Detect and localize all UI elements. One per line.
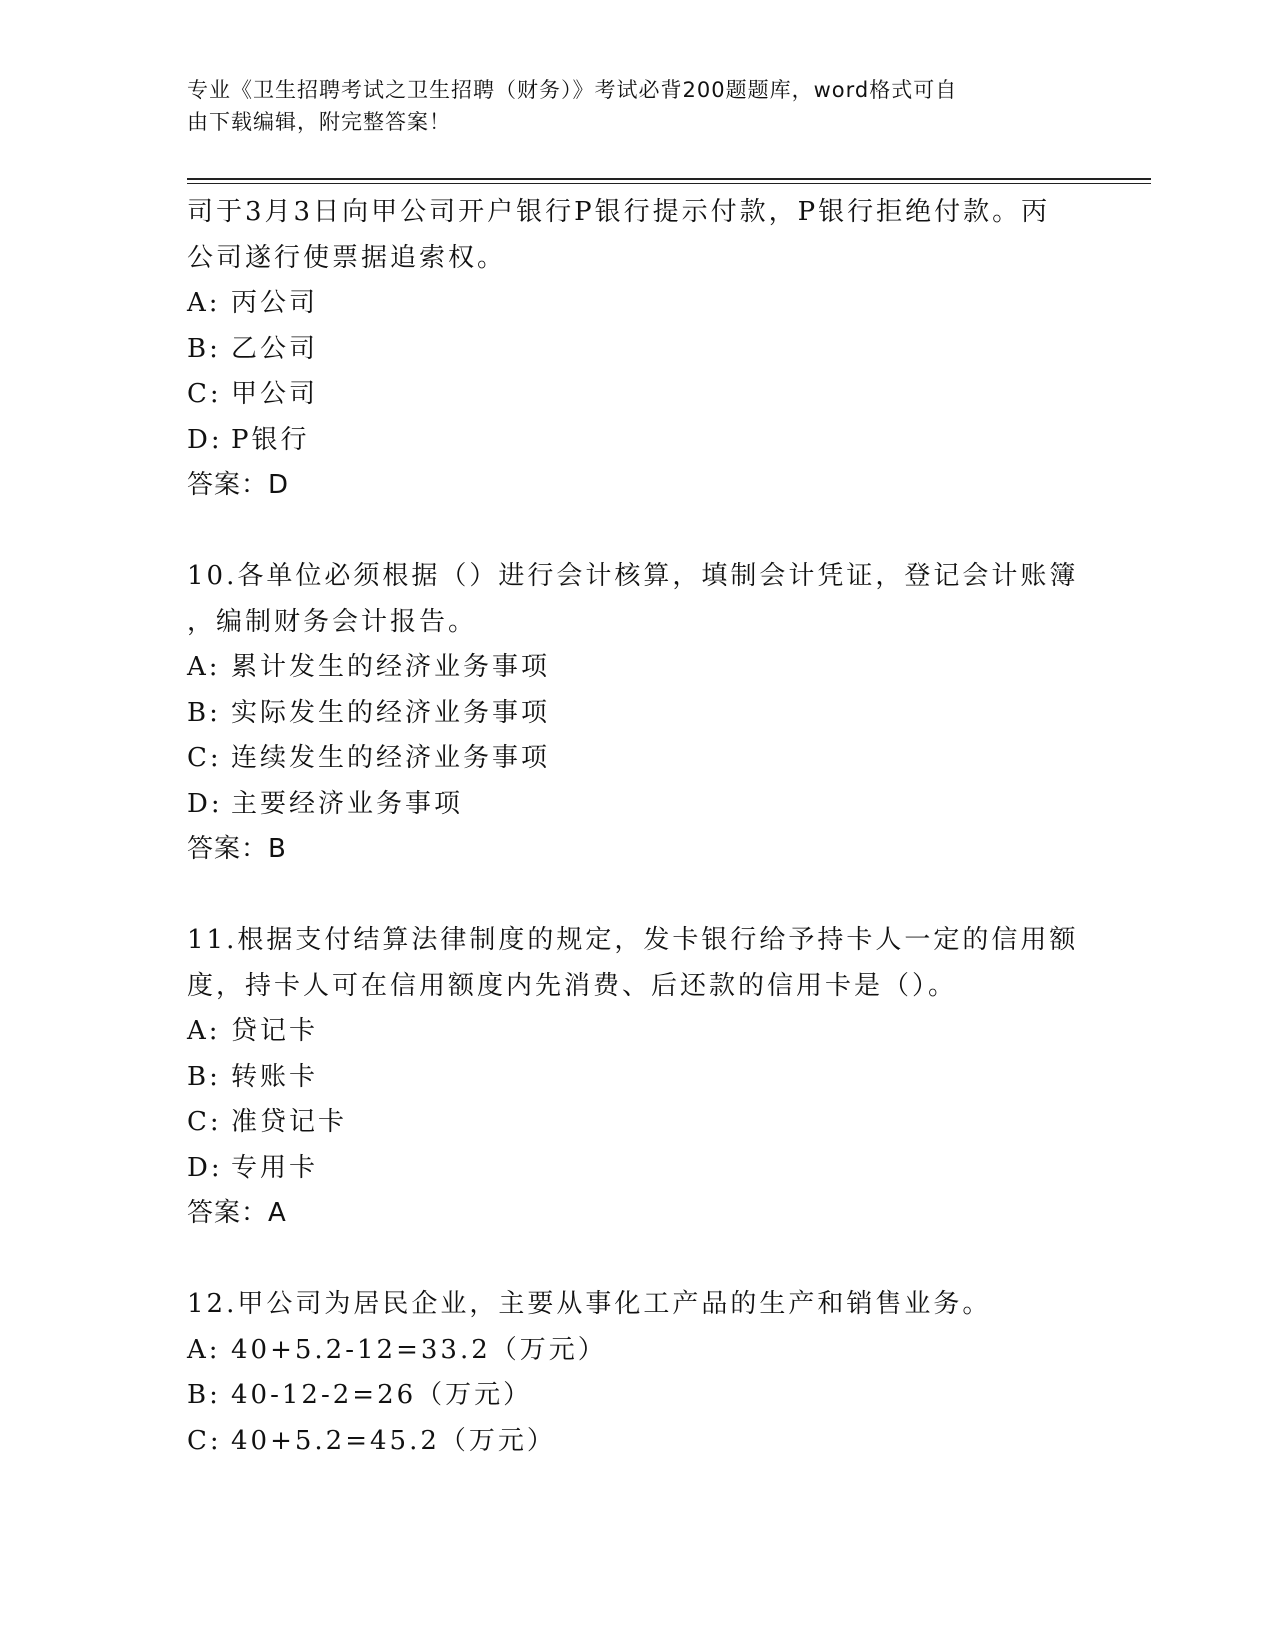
header-divider-thin (187, 183, 1151, 184)
option-text: 40+5.2=45.2（万元） (231, 1425, 556, 1456)
option-label: D: (187, 788, 223, 819)
option-text: P银行 (231, 424, 310, 455)
option-b (187, 1373, 1087, 1419)
option-text: 乙公司 (231, 333, 319, 364)
question-stem-line: 11.根据支付结算法律制度的规定，发卡银行给予持卡人一定的信用额 (187, 925, 1079, 955)
option-a (187, 1009, 1087, 1055)
option-text: 累计发生的经济业务事项 (231, 652, 551, 682)
question-stem-line: ，编制财务会计报告。 (187, 606, 478, 637)
option-c (187, 372, 1087, 418)
question-11 (187, 918, 1087, 1237)
option-label: C: (187, 1425, 222, 1456)
question-spacer (187, 1237, 1087, 1283)
question-stem-line: 公司遂行使票据追索权。 (187, 242, 507, 273)
option-label: B: (187, 697, 221, 728)
question-stem-line: 10.各单位必须根据（）进行会计核算，填制会计凭证，登记会计账簿 (187, 561, 1079, 591)
option-text: 甲公司 (231, 379, 319, 409)
option-a (187, 645, 1087, 691)
option-text: 连续发生的经济业务事项 (231, 743, 551, 773)
option-label: A: (187, 1334, 221, 1365)
question-stem-line: 度，持卡人可在信用额度内先消费、后还款的信用卡是（）。 (187, 970, 958, 1001)
answer-line: 答案：A (187, 1198, 287, 1228)
option-text: 转账卡 (231, 1061, 319, 1092)
option-text: 40+5.2-12=33.2（万元） (231, 1334, 607, 1365)
option-b (187, 691, 1087, 737)
question-stem-line: 12.甲公司为居民企业，主要从事化工产品的生产和销售业务。 (187, 1289, 992, 1319)
option-c (187, 1419, 1087, 1465)
option-label: A: (187, 1016, 221, 1046)
option-text: 专用卡 (231, 1152, 319, 1183)
answer-line: 答案：B (187, 834, 287, 864)
option-label: D: (187, 1152, 223, 1183)
option-label: B: (187, 1061, 221, 1092)
option-b (187, 327, 1087, 373)
header-line-2: 由下载编辑，附完整答案！ (187, 110, 451, 134)
option-d (187, 418, 1087, 464)
option-label: A: (187, 288, 221, 318)
option-label: A: (187, 652, 221, 682)
question-spacer (187, 873, 1087, 919)
option-label: C: (187, 743, 222, 773)
question-spacer (187, 509, 1087, 555)
option-c (187, 736, 1087, 782)
option-text: 实际发生的经济业务事项 (231, 697, 551, 728)
option-text: 40-12-2=26（万元） (231, 1380, 533, 1410)
question-10 (187, 554, 1087, 873)
option-text: 主要经济业务事项 (231, 788, 464, 819)
option-c (187, 1100, 1087, 1146)
option-text: 贷记卡 (231, 1016, 319, 1046)
option-d (187, 782, 1087, 828)
header-divider-thick (187, 178, 1151, 180)
question-list (187, 190, 1087, 1464)
option-label: B: (187, 333, 221, 364)
option-text: 准贷记卡 (231, 1107, 348, 1137)
option-label: C: (187, 1107, 222, 1137)
header-line-1: 专业《卫生招聘考试之卫生招聘（财务）》考试必背200题题库，word格式可自 (187, 78, 958, 102)
answer-line: 答案：D (187, 470, 290, 500)
option-text: 丙公司 (231, 288, 319, 318)
option-a (187, 1328, 1087, 1374)
option-label: C: (187, 379, 222, 409)
document-header (187, 74, 1067, 138)
option-b (187, 1055, 1087, 1101)
question-12 (187, 1282, 1087, 1464)
question-stem-line: 司于3月3日向甲公司开户银行P银行提示付款，P银行拒绝付款。丙 (187, 197, 1051, 227)
question-9 (187, 190, 1087, 509)
option-d (187, 1146, 1087, 1192)
option-a (187, 281, 1087, 327)
option-label: B: (187, 1380, 221, 1410)
option-label: D: (187, 424, 223, 455)
